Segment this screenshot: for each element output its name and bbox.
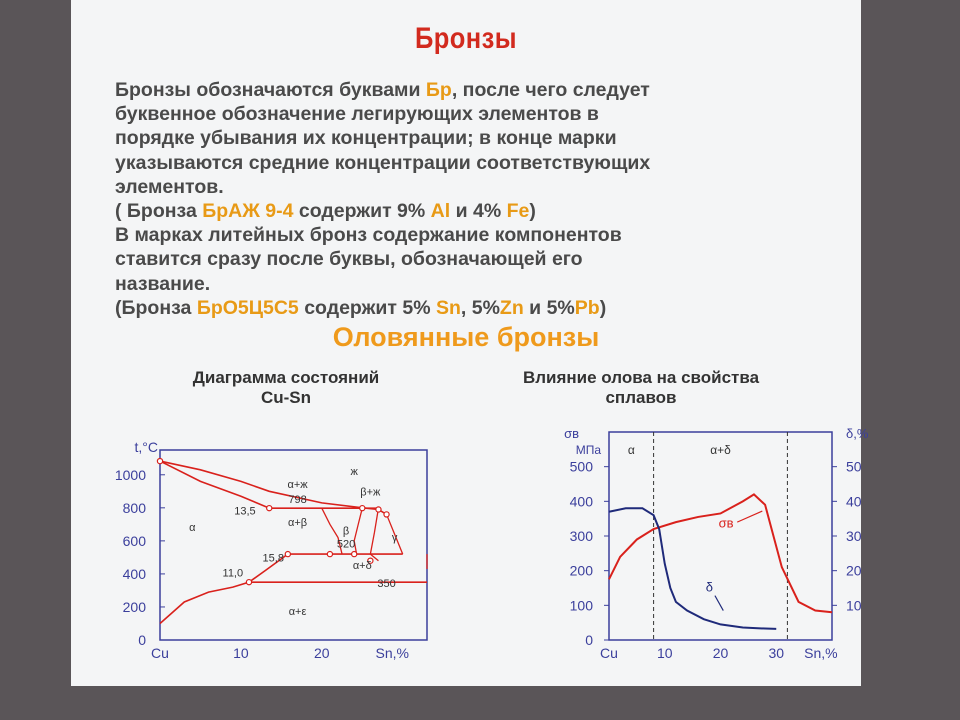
curve-solidus	[160, 461, 269, 508]
point-value-label: 798	[288, 493, 307, 506]
x-tick-label: 20	[712, 645, 729, 661]
y-right-tick-label: 10	[846, 597, 862, 614]
phase-boundary-line	[354, 508, 362, 554]
caption-line: Влияние олова на свойства	[522, 368, 760, 387]
phase-region-label: α+ж	[287, 479, 308, 491]
point-value-label: 11,0	[222, 567, 244, 580]
key-point-marker	[246, 580, 251, 585]
point-value-label: 350	[377, 578, 396, 591]
paragraph-line: ставится сразу после буквы, обозначающей его	[115, 248, 583, 271]
series-label: δ	[705, 579, 713, 595]
phase-region-label: α+β	[287, 517, 308, 529]
text: (Бронза	[115, 296, 197, 319]
highlight-text: БрО5Ц5С5	[196, 296, 299, 319]
y-right-tick-label: 40	[846, 493, 862, 510]
highlight-text: Pb	[574, 296, 600, 319]
paragraph-line: буквенное обозначение легирующих элементов в	[115, 103, 599, 126]
y-tick-label: 1000	[114, 466, 146, 483]
text: )	[529, 200, 536, 223]
text: и 4%	[450, 200, 507, 223]
point-value-label: 520	[336, 538, 356, 551]
paragraph-line	[115, 199, 845, 223]
x-tick-label: Sn,%	[804, 645, 838, 661]
key-point-marker	[376, 507, 381, 512]
slide	[71, 0, 869, 686]
y-left-tick-label: 400	[569, 493, 593, 510]
series-label-arrow	[737, 511, 762, 522]
properties-chart-caption	[471, 368, 811, 408]
paragraph-line: порядке убывания их концентрации; в конце марки	[115, 127, 617, 150]
key-point-marker	[352, 551, 357, 556]
key-point-marker	[285, 551, 290, 556]
phase-diagram-chart	[71, 420, 461, 680]
y-left-tick-label: 0	[585, 632, 593, 648]
section-subtitle: Оловянные бронзы	[332, 322, 600, 352]
x-tick-label: 10	[656, 645, 673, 661]
key-point-marker	[384, 512, 389, 517]
delta-curve	[609, 508, 776, 629]
y-tick-label: 600	[122, 532, 146, 549]
y-left-unit: МПа	[575, 443, 601, 457]
text: ( Бронза	[115, 200, 203, 223]
phase-region-label: β+ж	[360, 486, 381, 499]
x-tick-label: 30	[768, 645, 785, 661]
highlight-text: Sn	[435, 296, 461, 319]
caption-line: Диаграмма состояний	[192, 368, 380, 387]
x-tick-label: Sn,%	[375, 645, 410, 661]
text: и 5%	[523, 296, 575, 319]
region-label: α	[627, 443, 635, 457]
y-tick-label: 800	[122, 499, 146, 516]
phase-region-label: α+δ	[352, 559, 372, 572]
highlight-text: Zn	[499, 296, 524, 319]
slide-title: Бронзы	[415, 22, 517, 55]
series-label-arrow	[715, 596, 723, 611]
phase-diagram-caption	[141, 368, 431, 408]
y-axis-label: t,°C	[134, 439, 158, 455]
key-point-marker	[327, 551, 332, 556]
caption-line: Cu-Sn	[260, 388, 312, 407]
y-left-tick-label: 100	[569, 597, 593, 614]
phase-region-label: β	[342, 525, 350, 538]
y-left-tick-label: 300	[569, 528, 593, 544]
x-tick-label: Cu	[151, 645, 169, 661]
properties-chart	[466, 420, 869, 680]
y-right-tick-label: 20	[846, 562, 862, 579]
region-label: α+δ	[710, 443, 731, 457]
sigma-curve	[609, 494, 832, 612]
point-value-label: 13,5	[234, 505, 256, 518]
point-value-label: 15,8	[262, 552, 284, 565]
y-tick-label: 0	[138, 632, 146, 648]
x-tick-label: 10	[233, 645, 249, 661]
paragraph-line	[115, 296, 845, 320]
phase-region-label: α+ε	[288, 606, 307, 619]
text: содержит 5%	[298, 296, 436, 319]
highlight-text: Fe	[506, 200, 530, 223]
key-point-marker	[360, 506, 365, 511]
paragraph-line: В марках литейных бронз содержание компонентов	[115, 224, 622, 247]
y-right-label: δ,%	[846, 426, 869, 441]
series-label: σв	[718, 515, 734, 531]
text: содержит 9%	[293, 200, 431, 223]
text: , после чего следует	[451, 79, 650, 101]
phase-boundary-line	[370, 508, 378, 561]
y-left-label: σв	[564, 426, 579, 441]
paragraph-line: указываются средние концентрации соответствующих	[115, 151, 651, 174]
phase-region-label: γ	[391, 531, 398, 544]
key-point-marker	[267, 506, 272, 511]
y-tick-label: 400	[122, 565, 146, 582]
text: )	[599, 296, 607, 319]
highlight-text: Бр	[425, 79, 452, 101]
y-tick-label: 200	[122, 598, 146, 615]
caption-line: сплавов	[605, 388, 677, 407]
y-left-tick-label: 200	[569, 562, 593, 579]
paragraph-line: название.	[115, 272, 211, 295]
highlight-text: Al	[430, 200, 451, 223]
phase-region-label: α	[189, 521, 196, 534]
text: Бронзы обозначаются буквами	[115, 79, 426, 101]
x-tick-label: Cu	[600, 645, 618, 661]
highlight-text: БрАЖ 9-4	[202, 200, 294, 223]
phase-region-label: ж	[350, 465, 358, 478]
text: , 5%	[460, 296, 500, 319]
y-left-tick-label: 500	[569, 458, 593, 475]
x-tick-label: 20	[314, 645, 330, 661]
slide-paragraph	[115, 78, 845, 320]
paragraph-line: элементов.	[115, 175, 224, 198]
y-right-tick-label: 30	[846, 528, 862, 544]
key-point-marker	[157, 458, 162, 463]
paragraph-line	[115, 78, 845, 102]
y-right-tick-label: 50	[846, 458, 862, 475]
